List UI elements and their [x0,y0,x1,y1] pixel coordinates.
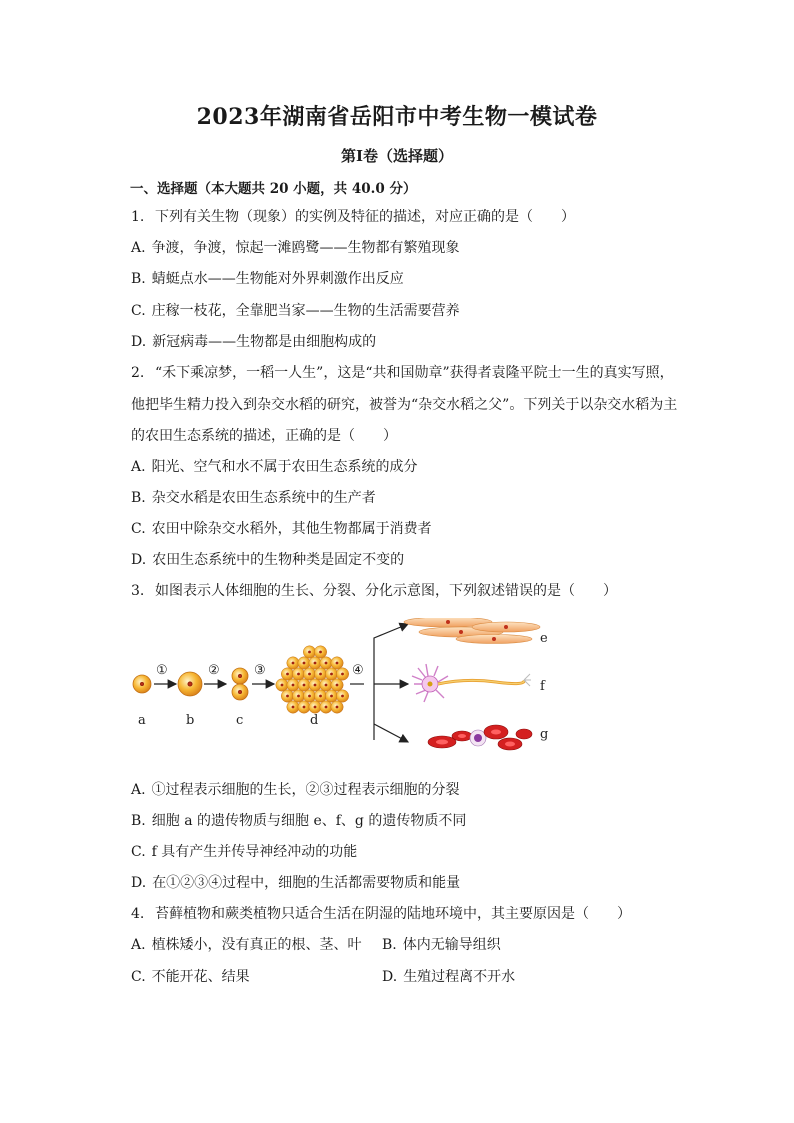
question-number: 3. [131,583,145,599]
option-label: D. [382,969,398,985]
cluster-cell-nucleus [341,673,344,676]
option-text: 细胞 a 的遗传物质与细胞 e、f、g 的遗传物质不同 [151,813,467,829]
stage-label-a: a [138,713,146,728]
branch-label-e: e [540,631,548,646]
option-label: C. [131,303,146,319]
option-text: 阳光、空气和水不属于农田生态系统的成分 [151,459,418,475]
option-text: 植株矮小，没有真正的根、茎、叶 [151,937,362,953]
cluster-cell-nucleus [336,662,339,665]
option-label: B. [382,937,397,953]
neuron-icon [412,664,531,702]
section-heading: 一、选择题（本大题共 20 小题，共 40.0 分） [130,181,417,197]
question-2-option-a [131,456,418,476]
option-text: 新冠病毒——生物都是由细胞构成的 [152,334,377,350]
option-label: A. [131,240,146,256]
process-marker-3: ③ [254,663,266,678]
stage-label-d: d [310,713,319,728]
cluster-cell-nucleus [319,673,322,676]
process-marker-4: ④ [352,663,364,678]
question-1-option-b [131,268,404,288]
option-text: 不能开花、结果 [151,969,250,985]
cluster-cell-nucleus [336,684,339,687]
cluster-cell-nucleus [303,662,306,665]
branch-arrow-g [374,724,408,742]
option-label: B. [131,813,146,829]
question-text: 如图表示人体细胞的生长、分裂、分化示意图，下列叙述错误的是（ ） [155,583,617,599]
stage-label-b: b [186,713,195,728]
cluster-cell-nucleus [297,695,300,698]
question-2-option-b [131,487,376,507]
cluster-cell-nucleus [314,684,317,687]
cluster-cell-nucleus [319,651,322,654]
branch-arrow-e [374,624,408,740]
question-4-option-c [131,966,250,986]
stage-label-c: c [236,713,244,728]
cluster-cell-nucleus [325,706,328,709]
cluster-cell-nucleus [303,684,306,687]
question-text: 苔藓植物和蕨类植物只适合生活在阴湿的陆地环境中，其主要原因是（ ） [155,906,631,922]
question-4-option-d [382,966,515,986]
question-4-option-a [131,934,362,954]
cluster-cell-nucleus [308,651,311,654]
option-label: C. [131,969,146,985]
question-3-option-d [131,872,460,892]
question-2-option-c [131,518,432,538]
cluster-cell-nucleus [308,673,311,676]
option-text: 生殖过程离不开水 [403,969,516,985]
option-label: D. [131,552,147,568]
cluster-cell-nucleus [281,684,284,687]
cell-b-icon [178,672,202,696]
cluster-cell-nucleus [325,684,328,687]
question-text: 下列有关生物（现象）的实例及特征的描述，对应正确的是（ ） [155,209,575,225]
option-label: B. [131,490,146,506]
option-text: 在①②③④过程中，细胞的生活都需要物质和能量 [152,875,461,891]
option-text: 庄稼一枝花，全靠肥当家——生物的生活需要营养 [151,303,460,319]
cluster-cell-nucleus [286,695,289,698]
cluster-cell-nucleus [297,673,300,676]
cluster-cell-nucleus [286,673,289,676]
page-title: 2023年湖南省岳阳市中考生物一模试卷 [196,104,598,130]
question-2-stem-line-2: 他把毕生精力投入到杂交水稻的研究，被誉为“杂交水稻之父”。下列关于以杂交水稻为主 [131,397,678,413]
question-4-option-b [382,934,501,954]
question-number: 1. [131,209,145,225]
question-2-stem-line-3: 的农田生态系统的描述，正确的是（ ） [131,428,397,444]
cell-c-icon [232,668,248,700]
question-2-option-d [131,549,404,569]
question-number: 4. [131,906,145,922]
option-label: D. [131,875,147,891]
option-label: C. [131,521,146,537]
option-label: A. [131,459,146,475]
cell-diagram [126,618,576,760]
option-text: f 具有产生并传导神经冲动的功能 [151,844,358,860]
question-1-stem [131,206,575,226]
cluster-cell-nucleus [292,684,295,687]
option-label: A. [131,782,146,798]
blood-cells-icon [428,725,532,750]
question-1-option-c [131,300,460,320]
cluster-cell-nucleus [319,695,322,698]
branch-label-f: f [540,679,545,694]
cluster-cell-nucleus [330,673,333,676]
option-text: 杂交水稻是农田生态系统中的生产者 [151,490,376,506]
option-text: 农田生态系统中的生物种类是固定不变的 [152,552,405,568]
question-4-stem [131,903,631,923]
cluster-cell-nucleus [325,662,328,665]
question-3-option-c [131,841,357,861]
cluster-cell-nucleus [308,695,311,698]
process-marker-1: ① [156,663,168,678]
option-text: 争渡，争渡，惊起一滩鸥鹭——生物都有繁殖现象 [151,240,460,256]
cell-diagram-figure [126,618,576,760]
question-1-option-d [131,331,376,351]
cluster-cell-nucleus [341,695,344,698]
cluster-cell-nucleus [303,706,306,709]
question-3-option-a [131,779,460,799]
question-text: “禾下乘凉梦，一稻一人生”，这是“共和国勋章”获得者袁隆平院士一生的真实写照， [155,365,674,381]
option-label: C. [131,844,146,860]
cluster-cell-nucleus [314,662,317,665]
question-3-stem [131,580,617,600]
cluster-cell-nucleus [336,706,339,709]
option-text: ①过程表示细胞的生长，②③过程表示细胞的分裂 [151,782,460,798]
question-2-stem [131,362,674,382]
question-1-option-a [131,237,460,257]
cluster-cell-nucleus [292,662,295,665]
cell-a-icon [133,675,151,693]
muscle-cells-icon [404,618,540,644]
volume-subtitle: 第Ⅰ卷（选择题） [340,147,454,165]
option-label: A. [131,937,146,953]
question-3-option-b [131,810,466,830]
cluster-cell-nucleus [314,706,317,709]
branch-label-g: g [540,727,549,742]
cluster-cell-nucleus [330,695,333,698]
question-number: 2. [131,365,145,381]
option-text: 农田中除杂交水稻外，其他生物都属于消费者 [151,521,432,537]
cluster-cell-nucleus [292,706,295,709]
process-marker-2: ② [208,663,220,678]
option-label: D. [131,334,147,350]
option-text: 蜻蜓点水——生物能对外界刺激作出反应 [151,271,404,287]
option-label: B. [131,271,146,287]
cell-d-cluster-icon [276,646,349,713]
option-text: 体内无输导组织 [402,937,501,953]
